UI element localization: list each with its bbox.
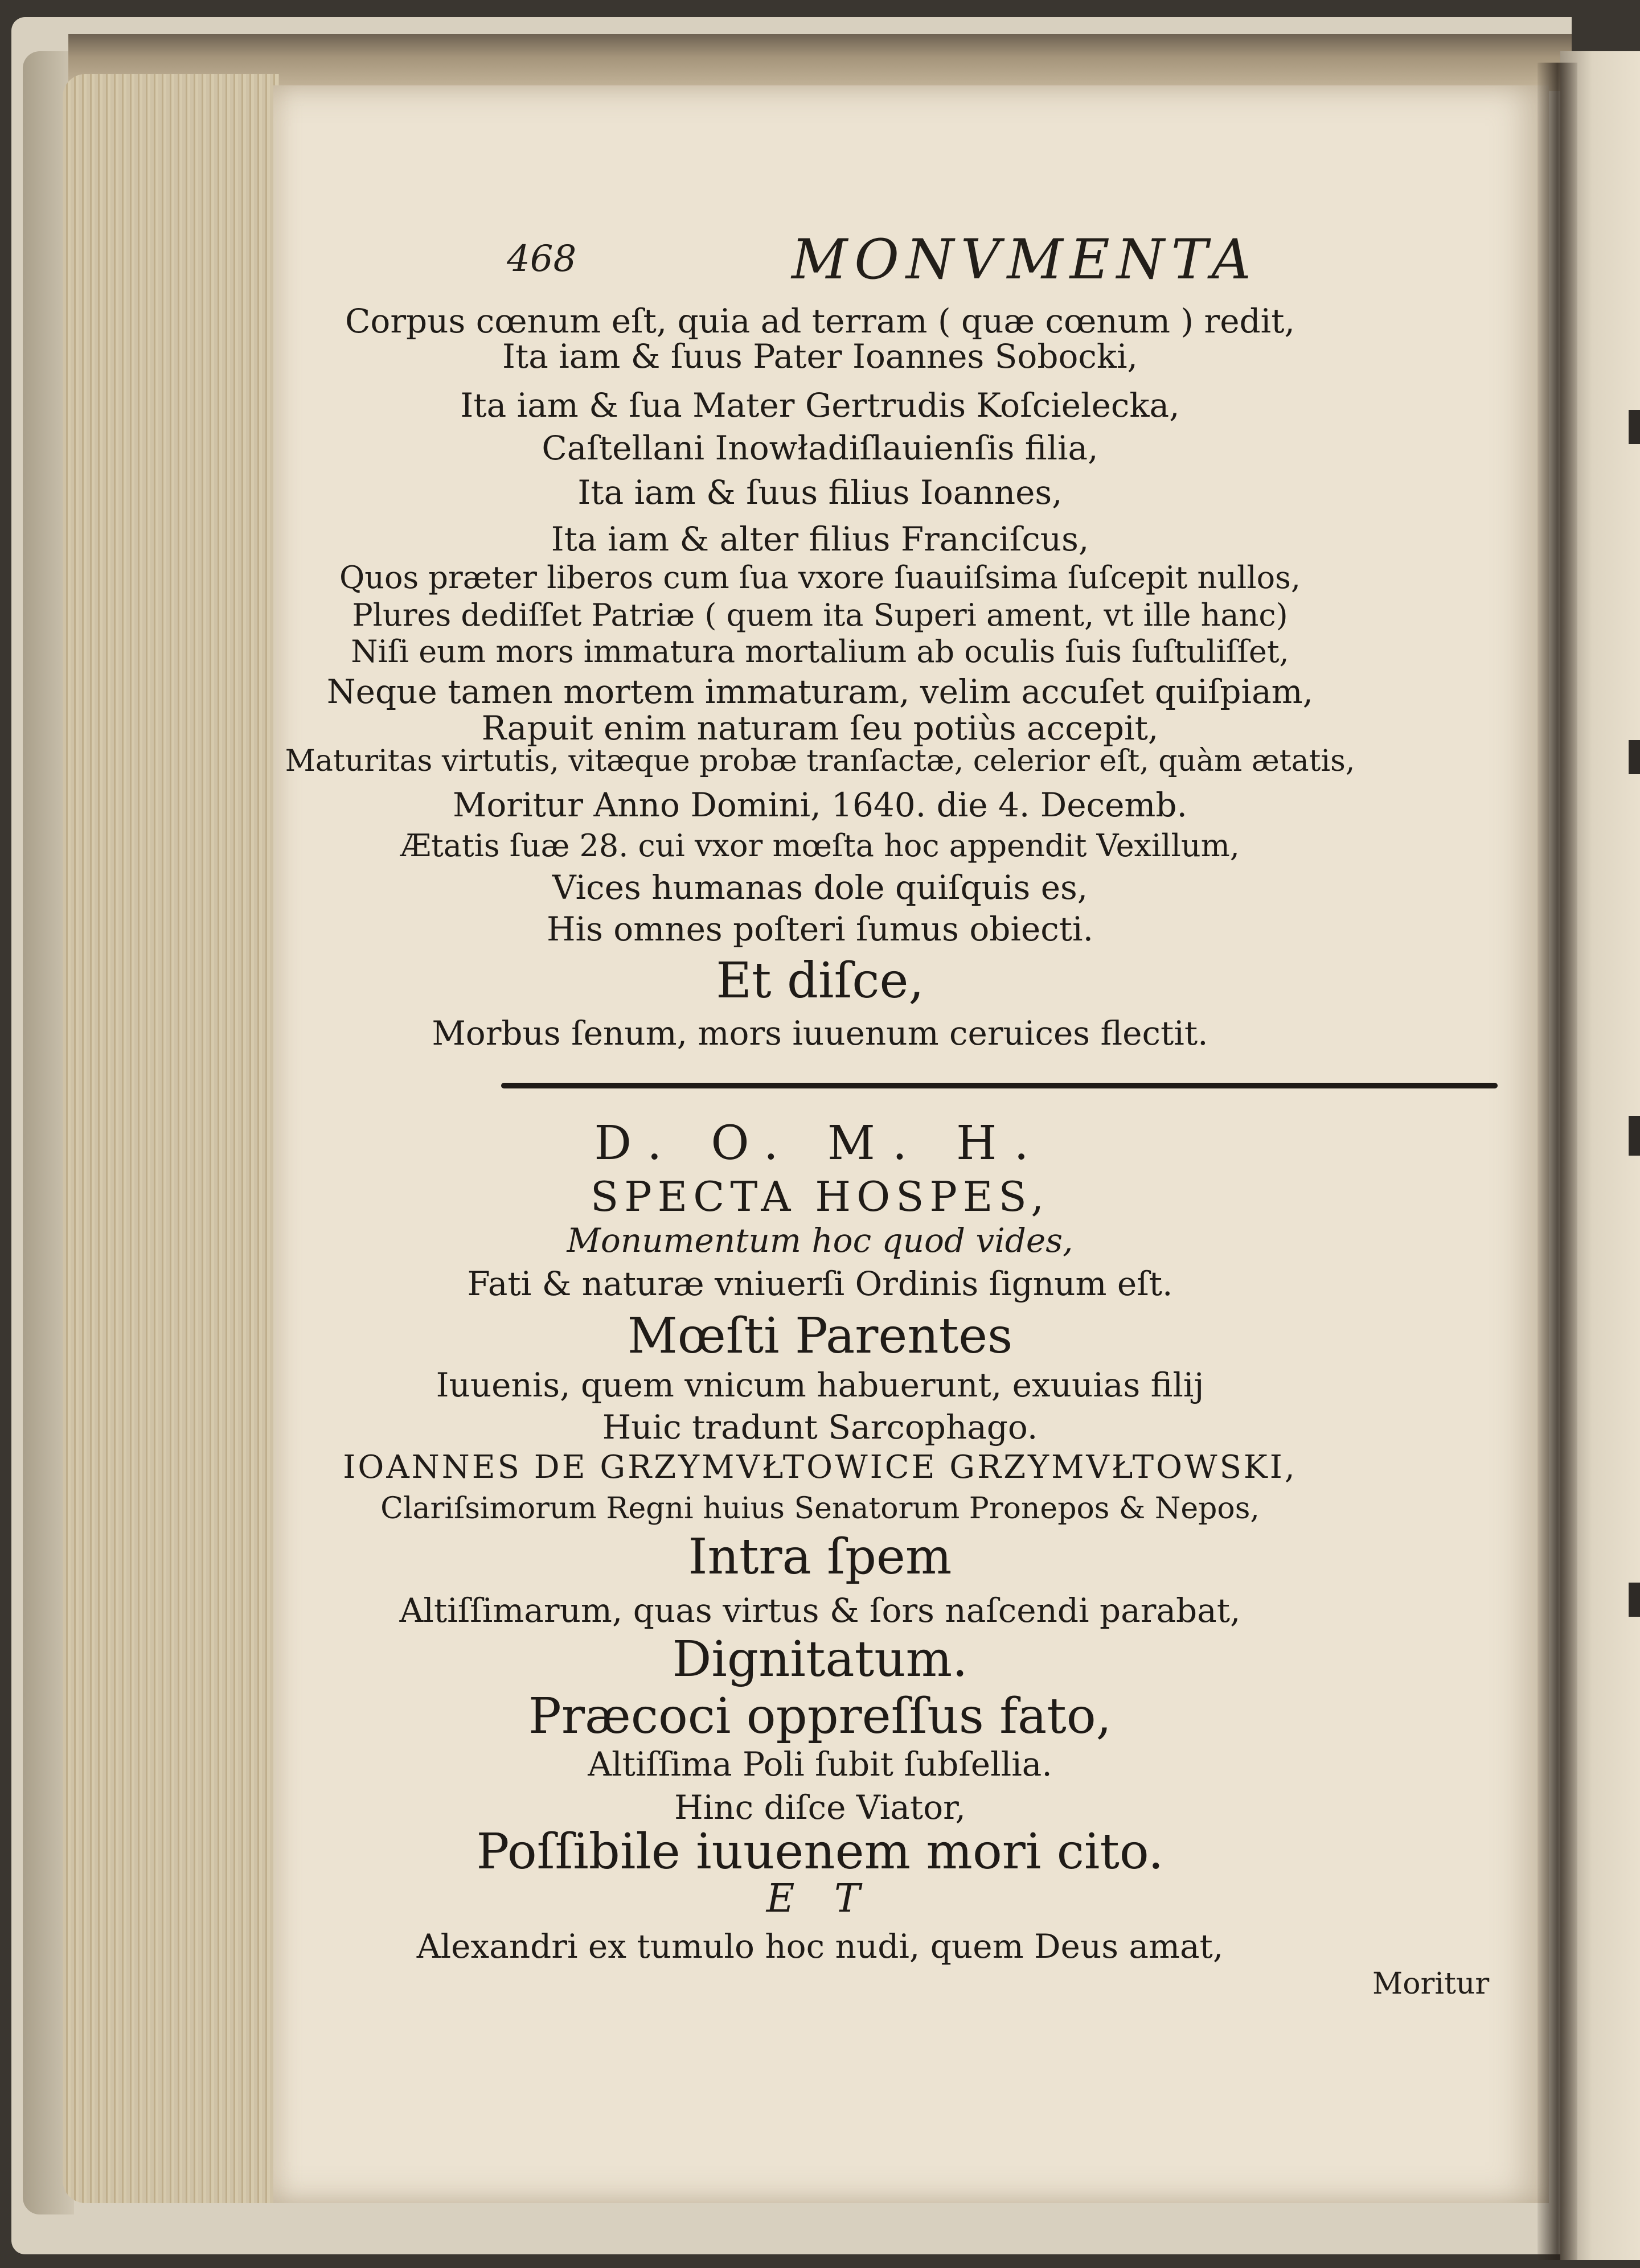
- epitaph1-line: Ætatis ſuæ 28. cui vxor mœſta hoc appendit Vexillum,: [400, 828, 1240, 864]
- epitaph2-heading: D. O. M. H.: [594, 1116, 1046, 1170]
- book-top-edge: [68, 34, 1572, 91]
- epitaph2-line: Altiſſima Poli ſubit ſubſellia.: [588, 1745, 1052, 1784]
- epitaph2-subheading: SPECTA HOSPES,: [590, 1173, 1050, 1221]
- epitaph2-et: E T: [766, 1876, 874, 1921]
- epitaph1-line: His omnes poſteri ſumus obiecti.: [546, 910, 1094, 948]
- epitaph2-line: Iuuenis, quem vnicum habuerunt, exuuias filij: [436, 1366, 1204, 1404]
- epitaph2-intra: Intra ſpem: [688, 1529, 952, 1585]
- running-title: MONVMENTA: [792, 228, 1258, 291]
- epitaph2-line: Huic tradunt Sarcophago.: [602, 1408, 1038, 1447]
- epitaph2-dignitatum: Dignitatum.: [672, 1631, 968, 1688]
- epitaph1-line: Plures dediſſet Patriæ ( quem ita Superi ament, vt ille hanc): [352, 597, 1288, 633]
- epitaph2-line: Hinc diſce Viator,: [674, 1788, 966, 1827]
- epitaph1-line: Ita iam & ſuus Pater Ioannes Sobocki,: [502, 337, 1138, 376]
- epitaph1-line: Corpus cœnum eſt, quia ad terram ( quæ cœnum ) redit,: [345, 302, 1295, 340]
- epitaph1-line: Ita iam & ſuus filius Ioannes,: [577, 473, 1063, 512]
- epitaph1-line: Neque tamen mortem immaturam, velim accuſet quiſpiam,: [326, 672, 1314, 711]
- epitaph2-line: Monumentum hoc quod vides,: [567, 1221, 1073, 1260]
- catchword: Moritur: [1372, 1967, 1490, 2001]
- epitaph2-line: Fati & naturæ vniuerſi Ordinis ſignum eſt.: [467, 1264, 1173, 1303]
- epitaph2-name: IOANNES DE GRZYMVŁTOWICE GRZYMVŁTOWSKI,: [343, 1449, 1297, 1486]
- page-number: 468: [507, 238, 577, 280]
- epitaph1-line: Ita iam & alter filius Franciſcus,: [551, 520, 1089, 558]
- epitaph1-line: Quos præter liberos cum ſua vxore ſuauiſsima ſuſcepit nullos,: [339, 560, 1301, 595]
- epitaph1-line: Moritur Anno Domini, 1640. die 4. Decemb.: [453, 786, 1187, 824]
- section-divider: [501, 1083, 1498, 1088]
- epitaph1-line: Rapuit enim naturam ſeu potiùs accepit,: [481, 709, 1159, 747]
- epitaph1-et-disce: Et diſce,: [716, 952, 924, 1009]
- epitaph1-line: Caſtellani Inowładiſlauienſis filia,: [542, 429, 1098, 467]
- epitaph2-line: Altiſſimarum, quas virtus & ſors naſcendi parabat,: [399, 1591, 1241, 1630]
- epitaph1-line: Niſi eum mors immatura mortalium ab oculis ſuis ſuſtuliſſet,: [351, 634, 1289, 669]
- epitaph2-possibile: Poſſibile iuuenem mori cito.: [476, 1823, 1164, 1880]
- epitaph1-line: Vices humanas dole quiſquis es,: [552, 868, 1088, 907]
- epitaph1-line: Ita iam & ſua Mater Gertrudis Koſcielecka,: [460, 386, 1180, 425]
- epitaph2-praecoci: Præcoci oppreſſus fato,: [528, 1688, 1112, 1745]
- epitaph1-closing: Morbus ſenum, mors iuuenum ceruices flectit.: [432, 1014, 1208, 1053]
- epitaph2-line: Alexandri ex tumulo hoc nudi, quem Deus amat,: [416, 1927, 1224, 1966]
- epitaph2-moesti: Mœſti Parentes: [627, 1308, 1013, 1365]
- epitaph2-line: Clariſsimorum Regni huius Senatorum Pronepos & Nepos,: [380, 1492, 1260, 1526]
- epitaph1-line: Maturitas virtutis, vitæque probæ tranſactæ, celerior eſt, quàm ætatis,: [285, 744, 1355, 778]
